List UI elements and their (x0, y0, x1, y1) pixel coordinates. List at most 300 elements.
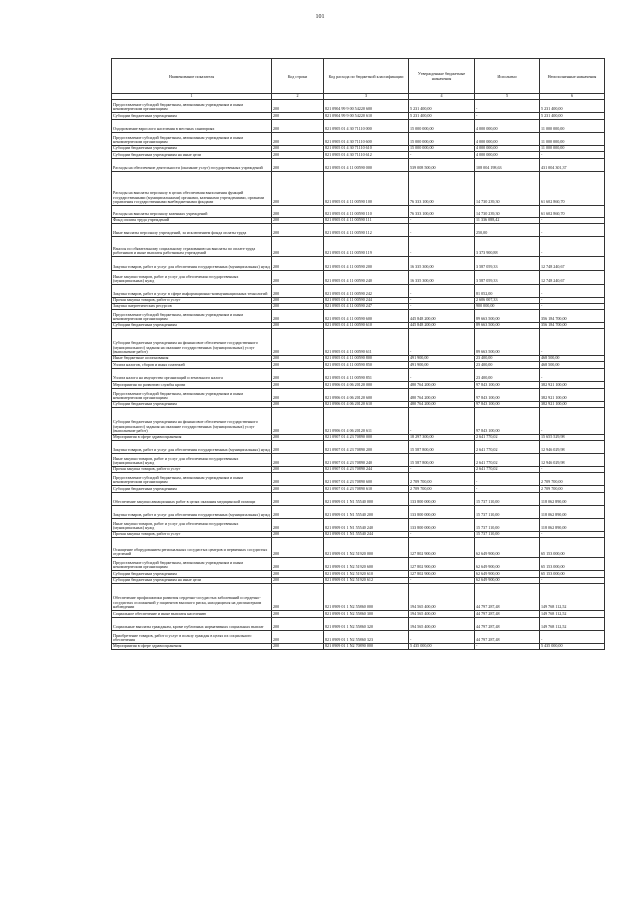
unexecuted-amount-cell: 65 153 000,00 (540, 538, 605, 558)
classification-code-cell: 821 0907 01 4 23 70890 600 (324, 473, 409, 486)
indicator-name-cell: Субсидии бюджетным учреждениям (112, 323, 272, 329)
line-code-cell: 200 (272, 237, 324, 257)
line-code-cell: 200 (272, 611, 324, 618)
executed-amount-cell: - (475, 473, 540, 486)
indicator-name-cell: Предоставление субсидий бюджетным, автономным учреждениям и иным некоммерческим организациям (112, 558, 272, 571)
indicator-name-cell: Обеспечение закупки авиационных работ в целях оказания медицинской помощи (112, 493, 272, 506)
executed-amount-cell: 15 737 110,00 (475, 519, 540, 532)
indicator-name-cell: Прочая закупка товаров, работ и услуг (112, 467, 272, 473)
indicator-name-cell: Субсидии бюджетным учреждениям (112, 146, 272, 152)
unexecuted-amount-cell: 2 709 700,00 (540, 473, 605, 486)
approved-amount-cell: 127 802 900,00 (409, 571, 475, 578)
classification-code-cell: 821 0905 01 4 11 00590 200 (324, 257, 409, 271)
unexecuted-amount-cell: 2 709 700,00 (540, 486, 605, 493)
table-row (112, 486, 605, 493)
indicator-name-cell: Взносы по обязательному социальному страхованию на выплаты по оплате труда работников и иные выплаты работникам учреждений (112, 237, 272, 257)
line-code-cell: 200 (272, 538, 324, 558)
executed-amount-cell: - (475, 100, 540, 113)
line-code-cell: 200 (272, 113, 324, 120)
executed-amount-cell: 2 606 007,33 (475, 298, 540, 304)
approved-amount-cell: - (409, 369, 475, 382)
line-code-cell: 200 (272, 152, 324, 159)
approved-amount-cell: 5 231 400,00 (409, 100, 475, 113)
classification-code-cell: 821 0905 01 4 11 00590 119 (324, 237, 409, 257)
unexecuted-amount-cell: 5 231 400,00 (540, 113, 605, 120)
unexecuted-amount-cell: 382 921 100,00 (540, 402, 605, 408)
indicator-name-cell: Субсидии бюджетным учреждениям (112, 402, 272, 408)
line-code-cell: 200 (272, 402, 324, 408)
unexecuted-amount-cell: 431 004 301,37 (540, 159, 605, 172)
approved-amount-cell: - (409, 224, 475, 237)
classification-code-cell: 821 0904 99 9 00 54220 600 (324, 100, 409, 113)
unexecuted-amount-cell: 11 000 000,00 (540, 133, 605, 146)
classification-code-cell: 821 0905 01 4 11 00590 611 (324, 329, 409, 356)
approved-amount-cell: 18 297 300,00 (409, 435, 475, 441)
executed-amount-cell: 15 737 110,00 (475, 506, 540, 519)
executed-amount-cell: 15 737 110,00 (475, 532, 540, 538)
column-number: 4 (409, 94, 475, 100)
table-row (112, 506, 605, 519)
classification-code-cell: 821 0905 01 4 11 00590 600 (324, 310, 409, 323)
executed-amount-cell: 3 373 900,88 (475, 237, 540, 257)
indicator-name-cell: Закупка товаров, работ и услуг для обеспечения государственных (муниципальных) нужд (112, 506, 272, 519)
line-code-cell: 200 (272, 206, 324, 218)
approved-amount-cell: - (409, 532, 475, 538)
indicator-name-cell: Предоставление субсидий бюджетным, автономным учреждениям и иным некоммерческим организациям (112, 310, 272, 323)
header-approved: Утвержденные бюджетные назначения (409, 59, 475, 94)
table-row (112, 310, 605, 323)
approved-amount-cell: 76 333 100,00 (409, 206, 475, 218)
table-row (112, 382, 605, 389)
indicator-name-cell: Иные закупки товаров, работ и услуг для обеспечения государственных (муниципальных) нужд (112, 454, 272, 467)
table-row (112, 493, 605, 506)
classification-code-cell: 821 0909 01 1 N2 55860 300 (324, 611, 409, 618)
approved-amount-cell: - (409, 329, 475, 356)
table-row (112, 611, 605, 618)
line-code-cell: 200 (272, 644, 324, 650)
approved-amount-cell: - (409, 152, 475, 159)
line-code-cell: 200 (272, 329, 324, 356)
indicator-name-cell: Расходы на выплаты персоналу казенных учреждений (112, 206, 272, 218)
indicator-name-cell: Фонд оплаты труда учреждений (112, 218, 272, 224)
column-number: 3 (324, 94, 409, 100)
classification-code-cell: 821 0907 01 4 23 70890 240 (324, 454, 409, 467)
classification-code-cell: 821 0909 01 1 N2 51920 000 (324, 538, 409, 558)
unexecuted-amount-cell: 61 602 860,70 (540, 206, 605, 218)
unexecuted-amount-cell: 65 153 000,00 (540, 558, 605, 571)
executed-amount-cell: 108 004 198,63 (475, 159, 540, 172)
indicator-name-cell: Предоставление субсидий бюджетным, автономным учреждениям и иным некоммерческим организациям (112, 100, 272, 113)
line-code-cell: 200 (272, 257, 324, 271)
executed-amount-cell: 97 843 100,00 (475, 402, 540, 408)
indicator-name-cell: Субсидии бюджетным учреждениям (112, 486, 272, 493)
line-code-cell: 200 (272, 408, 324, 435)
indicator-name-cell: Мероприятия в сфере здравоохранения (112, 435, 272, 441)
indicator-name-cell: Прочая закупка товаров, работ и услуг (112, 298, 272, 304)
executed-amount-cell: 44 797 287,48 (475, 611, 540, 618)
classification-code-cell: 821 0906 01 4 06 20120 610 (324, 402, 409, 408)
indicator-name-cell: Закупка товаров, работ и услуг для обеспечения государственных (муниципальных) нужд (112, 257, 272, 271)
executed-amount-cell: 4 000 000,00 (475, 146, 540, 152)
line-code-cell: 200 (272, 467, 324, 473)
unexecuted-amount-cell: - (540, 578, 605, 584)
indicator-name-cell: Субсидии бюджетным учреждениям на финансовое обеспечение государственного (муниципального) задания на оказание государственных (муниципальных) услуг (выполнение работ) (112, 408, 272, 435)
approved-amount-cell: 5 231 400,00 (409, 113, 475, 120)
approved-amount-cell: 127 802 900,00 (409, 558, 475, 571)
approved-amount-cell: 15 000 000,00 (409, 133, 475, 146)
classification-code-cell: 821 0905 01 4 11 00590 800 (324, 356, 409, 362)
line-code-cell: 200 (272, 578, 324, 584)
unexecuted-amount-cell: - (540, 631, 605, 644)
table-row (112, 644, 605, 650)
executed-amount-cell: 900 000,00 (475, 304, 540, 310)
header-indicator-name: Наименование показателя (112, 59, 272, 94)
classification-code-cell: 821 0907 01 4 23 70890 244 (324, 467, 409, 473)
unexecuted-amount-cell: 5 231 400,00 (540, 100, 605, 113)
executed-amount-cell: 62 649 900,00 (475, 558, 540, 571)
approved-amount-cell: 133 800 000,00 (409, 493, 475, 506)
line-code-cell: 200 (272, 146, 324, 152)
indicator-name-cell: Предоставление субсидий бюджетным, автономным учреждениям и иным некоммерческим организациям (112, 389, 272, 402)
indicator-name-cell: Предоставление субсидий бюджетным, автономным учреждениям и иным некоммерческим организациям (112, 133, 272, 146)
table-row (112, 631, 605, 644)
header-classification-code: Код расхода по бюджетной классификации (324, 59, 409, 94)
unexecuted-amount-cell: 11 000 000,00 (540, 146, 605, 152)
executed-amount-cell: 62 649 900,00 (475, 538, 540, 558)
indicator-name-cell: Уплата налога на имущество организаций и земельного налога (112, 369, 272, 382)
unexecuted-amount-cell: - (540, 304, 605, 310)
indicator-name-cell: Иные закупки товаров, работ и услуг для обеспечения государственных (муниципальных) нужд (112, 271, 272, 285)
table-row (112, 571, 605, 578)
table-row (112, 618, 605, 631)
executed-amount-cell: 2 641 770,02 (475, 454, 540, 467)
table-header-row (112, 59, 605, 94)
approved-amount-cell: 491 900,00 (409, 362, 475, 369)
indicator-name-cell: Оснащение оборудованием региональных сосудистых центров и первичных сосудистых отделений (112, 538, 272, 558)
header-unexecuted: Неисполненные назначения (540, 59, 605, 94)
unexecuted-amount-cell: 65 153 000,00 (540, 571, 605, 578)
classification-code-cell: 821 0909 01 1 N2 51920 610 (324, 571, 409, 578)
executed-amount-cell: 89 663 500,00 (475, 310, 540, 323)
column-number: 5 (475, 94, 540, 100)
line-code-cell: 200 (272, 493, 324, 506)
line-code-cell: 200 (272, 310, 324, 323)
approved-amount-cell: 194 565 400,00 (409, 618, 475, 631)
approved-amount-cell: 194 565 400,00 (409, 611, 475, 618)
indicator-name-cell: Субсидии бюджетным учреждениям на иные цели (112, 152, 272, 159)
page-number: 101 (315, 14, 325, 20)
line-code-cell: 200 (272, 159, 324, 172)
classification-code-cell: 821 0905 01 4 30 71110 612 (324, 152, 409, 159)
classification-code-cell: 821 0909 01 1 N1 55540 240 (324, 519, 409, 532)
approved-amount-cell: 539 008 500,00 (409, 159, 475, 172)
indicator-name-cell: Оздоровление взрослого населения в местных санаториях (112, 120, 272, 133)
line-code-cell: 200 (272, 584, 324, 611)
unexecuted-amount-cell: 12 748 240,67 (540, 271, 605, 285)
line-code-cell: 200 (272, 100, 324, 113)
executed-amount-cell: 11 336 088,42 (475, 218, 540, 224)
column-number: 2 (272, 94, 324, 100)
approved-amount-cell: 2 709 700,00 (409, 486, 475, 493)
executed-amount-cell: - (475, 644, 540, 650)
table-row (112, 584, 605, 611)
line-code-cell: 200 (272, 631, 324, 644)
executed-amount-cell: 14 730 239,30 (475, 206, 540, 218)
line-code-cell: 200 (272, 218, 324, 224)
classification-code-cell: 821 0905 01 4 30 71110 600 (324, 133, 409, 146)
approved-amount-cell: 15 000 000,00 (409, 146, 475, 152)
table-row (112, 257, 605, 271)
indicator-name-cell: Иные выплаты персоналу учреждений, за исключением фонда оплаты труда (112, 224, 272, 237)
line-code-cell: 200 (272, 618, 324, 631)
classification-code-cell: 821 0905 01 4 11 00590 610 (324, 323, 409, 329)
unexecuted-amount-cell: 118 062 890,00 (540, 493, 605, 506)
table-row (112, 369, 605, 382)
classification-code-cell: 821 0905 01 4 30 71110 000 (324, 120, 409, 133)
classification-code-cell: 821 0905 01 4 11 00590 110 (324, 206, 409, 218)
classification-code-cell: 821 0907 01 4 23 70890 000 (324, 435, 409, 441)
unexecuted-amount-cell: - (540, 532, 605, 538)
approved-amount-cell: - (409, 285, 475, 298)
unexecuted-amount-cell: 61 602 860,70 (540, 172, 605, 206)
line-code-cell: 200 (272, 271, 324, 285)
unexecuted-amount-cell: 12 946 029,98 (540, 454, 605, 467)
approved-amount-cell: 480 764 200,00 (409, 382, 475, 389)
line-code-cell: 200 (272, 298, 324, 304)
classification-code-cell: 821 0905 01 4 11 00590 100 (324, 172, 409, 206)
table-row (112, 285, 605, 298)
table-row (112, 558, 605, 571)
table-row (112, 206, 605, 218)
approved-amount-cell: 133 800 000,00 (409, 506, 475, 519)
classification-code-cell: 821 0905 01 4 11 00590 111 (324, 218, 409, 224)
unexecuted-amount-cell: 382 921 100,00 (540, 382, 605, 389)
classification-code-cell: 821 0909 01 1 N2 51920 612 (324, 578, 409, 584)
executed-amount-cell: 250,00 (475, 224, 540, 237)
unexecuted-amount-cell: 118 062 890,00 (540, 519, 605, 532)
line-code-cell: 200 (272, 519, 324, 532)
table-row (112, 329, 605, 356)
executed-amount-cell: 89 663 500,00 (475, 329, 540, 356)
column-number: 1 (112, 94, 272, 100)
table-row (112, 172, 605, 206)
unexecuted-amount-cell: - (540, 224, 605, 237)
line-code-cell: 200 (272, 571, 324, 578)
header-line-code: Код строки (272, 59, 324, 94)
indicator-name-cell: Мероприятия по развитию службы крови (112, 382, 272, 389)
approved-amount-cell: 445 848 200,00 (409, 323, 475, 329)
approved-amount-cell: 15 000 000,00 (409, 120, 475, 133)
table-row (112, 100, 605, 113)
unexecuted-amount-cell: 11 000 000,00 (540, 120, 605, 133)
unexecuted-amount-cell: 356 184 700,00 (540, 323, 605, 329)
table-row (112, 237, 605, 257)
executed-amount-cell: 4 000 000,00 (475, 133, 540, 146)
approved-amount-cell: 445 848 200,00 (409, 310, 475, 323)
indicator-name-cell: Закупка энергетических ресурсов (112, 304, 272, 310)
line-code-cell: 200 (272, 532, 324, 538)
table-row (112, 408, 605, 435)
line-code-cell: 200 (272, 285, 324, 298)
classification-code-cell: 821 0905 01 4 11 00590 851 (324, 369, 409, 382)
line-code-cell: 200 (272, 506, 324, 519)
unexecuted-amount-cell: - (540, 369, 605, 382)
approved-amount-cell: 15 587 800,00 (409, 441, 475, 454)
unexecuted-amount-cell: 12 748 240,67 (540, 257, 605, 271)
line-code-cell: 200 (272, 389, 324, 402)
classification-code-cell: 821 0905 01 4 11 00590 850 (324, 362, 409, 369)
line-code-cell: 200 (272, 323, 324, 329)
indicator-name-cell: Предоставление субсидий бюджетным, автономным учреждениям и иным некоммерческим организациям (112, 473, 272, 486)
line-code-cell: 200 (272, 473, 324, 486)
approved-amount-cell: - (409, 408, 475, 435)
executed-amount-cell: 14 730 239,30 (475, 172, 540, 206)
approved-amount-cell: 127 802 900,00 (409, 538, 475, 558)
line-code-cell: 200 (272, 120, 324, 133)
line-code-cell: 200 (272, 558, 324, 571)
approved-amount-cell: - (409, 304, 475, 310)
line-code-cell: 200 (272, 369, 324, 382)
classification-code-cell: 821 0909 01 1 N1 55540 244 (324, 532, 409, 538)
line-code-cell: 200 (272, 441, 324, 454)
indicator-name-cell: Социальное обеспечение и иные выплаты населению (112, 611, 272, 618)
indicator-name-cell: Прочая закупка товаров, работ и услуг (112, 532, 272, 538)
table-row (112, 473, 605, 486)
executed-amount-cell: 3 587 059,33 (475, 257, 540, 271)
line-code-cell: 200 (272, 382, 324, 389)
executed-amount-cell: 4 000 000,00 (475, 152, 540, 159)
classification-code-cell: 821 0906 01 4 06 20120 600 (324, 389, 409, 402)
indicator-name-cell: Приобретение товаров, работ и услуг в пользу граждан в целях их социального обеспечения (112, 631, 272, 644)
executed-amount-cell: 23 400,00 (475, 369, 540, 382)
table-row (112, 159, 605, 172)
approved-amount-cell: - (409, 298, 475, 304)
line-code-cell: 200 (272, 362, 324, 369)
approved-amount-cell: 480 764 200,00 (409, 389, 475, 402)
table-row (112, 389, 605, 402)
approved-amount-cell: - (409, 631, 475, 644)
approved-amount-cell: 16 335 300,00 (409, 271, 475, 285)
unexecuted-amount-cell: - (540, 408, 605, 435)
classification-code-cell: 821 0909 01 1 N1 55540 000 (324, 493, 409, 506)
unexecuted-amount-cell: - (540, 218, 605, 224)
indicator-name-cell: Закупка товаров, работ и услуг в сфере информационно-коммуникационных технологий (112, 285, 272, 298)
unexecuted-amount-cell: 149 768 112,52 (540, 611, 605, 618)
classification-code-cell: 821 0909 01 1 N2 55860 320 (324, 618, 409, 631)
approved-amount-cell: 480 764 200,00 (409, 402, 475, 408)
approved-amount-cell: 15 587 800,00 (409, 454, 475, 467)
table-body (112, 100, 605, 650)
unexecuted-amount-cell: - (540, 298, 605, 304)
approved-amount-cell: - (409, 467, 475, 473)
classification-code-cell: 821 0909 01 1 N1 55540 200 (324, 506, 409, 519)
executed-amount-cell: 89 663 500,00 (475, 323, 540, 329)
line-code-cell: 200 (272, 224, 324, 237)
table-row (112, 538, 605, 558)
unexecuted-amount-cell: - (540, 285, 605, 298)
unexecuted-amount-cell: 149 768 112,52 (540, 584, 605, 611)
unexecuted-amount-cell: 5 435 000,00 (540, 644, 605, 650)
line-code-cell: 200 (272, 304, 324, 310)
budget-execution-table (111, 58, 605, 650)
unexecuted-amount-cell: 382 921 100,00 (540, 389, 605, 402)
approved-amount-cell: 2 709 700,00 (409, 473, 475, 486)
table-row (112, 441, 605, 454)
classification-code-cell: 821 0907 01 4 23 70890 610 (324, 486, 409, 493)
approved-amount-cell: - (409, 218, 475, 224)
classification-code-cell: 821 0905 01 4 11 00590 244 (324, 298, 409, 304)
executed-amount-cell: 97 843 100,00 (475, 389, 540, 402)
approved-amount-cell: 194 565 400,00 (409, 584, 475, 611)
table-row (112, 133, 605, 146)
executed-amount-cell: 62 649 900,00 (475, 571, 540, 578)
table-row (112, 152, 605, 159)
classification-code-cell: 821 0905 01 4 11 00590 247 (324, 304, 409, 310)
unexecuted-amount-cell: 118 062 890,00 (540, 506, 605, 519)
executed-amount-cell: 15 737 110,00 (475, 493, 540, 506)
unexecuted-amount-cell: - (540, 152, 605, 159)
line-code-cell: 200 (272, 454, 324, 467)
executed-amount-cell: 23 400,00 (475, 362, 540, 369)
classification-code-cell: 821 0907 01 4 23 70890 200 (324, 441, 409, 454)
table-row (112, 224, 605, 237)
indicator-name-cell: Субсидии бюджетным учреждениям (112, 113, 272, 120)
table-row (112, 519, 605, 532)
unexecuted-amount-cell: 468 500,00 (540, 362, 605, 369)
unexecuted-amount-cell: - (540, 237, 605, 257)
indicator-name-cell: Расходы на обеспечение деятельности (оказание услуг) государственных учреждений (112, 159, 272, 172)
classification-code-cell: 821 0904 99 9 00 54220 610 (324, 113, 409, 120)
indicator-name-cell: Социальные выплаты гражданам, кроме публичных нормативных социальных выплат (112, 618, 272, 631)
executed-amount-cell: 4 000 000,00 (475, 120, 540, 133)
executed-amount-cell: 44 797 287,48 (475, 631, 540, 644)
approved-amount-cell: 491 900,00 (409, 356, 475, 362)
classification-code-cell: 821 0905 01 4 11 00590 000 (324, 159, 409, 172)
indicator-name-cell: Субсидии бюджетным учреждениям (112, 571, 272, 578)
column-number: 6 (540, 94, 605, 100)
indicator-name-cell: Уплата налогов, сборов и иных платежей (112, 362, 272, 369)
unexecuted-amount-cell: 149 768 112,52 (540, 618, 605, 631)
classification-code-cell: 821 0905 01 4 30 71110 610 (324, 146, 409, 152)
executed-amount-cell: - (475, 486, 540, 493)
classification-code-cell: 821 0906 01 4 06 20120 000 (324, 382, 409, 389)
table-row (112, 271, 605, 285)
approved-amount-cell: 133 800 000,00 (409, 519, 475, 532)
line-code-cell: 200 (272, 486, 324, 493)
indicator-name-cell: Иные бюджетные ассигнования (112, 356, 272, 362)
executed-amount-cell: 44 797 287,48 (475, 618, 540, 631)
executed-amount-cell: 97 843 100,00 (475, 382, 540, 389)
executed-amount-cell: 3 587 059,33 (475, 271, 540, 285)
line-code-cell: 200 (272, 435, 324, 441)
executed-amount-cell: 2 641 770,02 (475, 441, 540, 454)
line-code-cell: 200 (272, 172, 324, 206)
executed-amount-cell: 44 797 287,48 (475, 584, 540, 611)
executed-amount-cell: - (475, 113, 540, 120)
unexecuted-amount-cell: - (540, 329, 605, 356)
table-row (112, 120, 605, 133)
indicator-name-cell: Субсидии бюджетным учреждениям на иные цели (112, 578, 272, 584)
classification-code-cell: 821 0909 01 1 N2 51920 600 (324, 558, 409, 571)
indicator-name-cell: Обеспечение профилактики развития сердечно-сосудистых заболеваний и сердечно-сосудистых осложнений у пациентов высокого риска, находящихся на диспансерном наблюдении (112, 584, 272, 611)
unexecuted-amount-cell: - (540, 467, 605, 473)
classification-code-cell: 821 0905 01 4 11 00590 240 (324, 271, 409, 285)
indicator-name-cell: Иные закупки товаров, работ и услуг для обеспечения государственных (муниципальных) нужд (112, 519, 272, 532)
line-code-cell: 200 (272, 133, 324, 146)
executed-amount-cell: 62 649 900,00 (475, 578, 540, 584)
classification-code-cell: 821 0909 01 1 N2 55860 323 (324, 631, 409, 644)
executed-amount-cell: 2 641 770,02 (475, 467, 540, 473)
